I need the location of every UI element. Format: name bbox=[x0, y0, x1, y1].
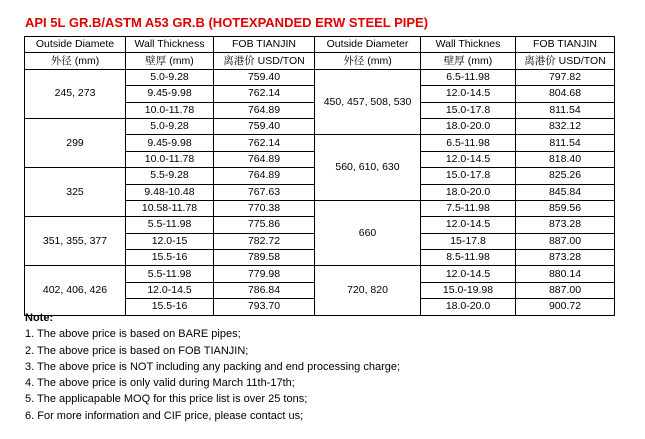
note-item: 4. The above price is only valid during March 11th-17th; bbox=[25, 377, 295, 390]
header-row-en bbox=[25, 37, 615, 53]
wall-thickness-cell: 5.5-9.28 bbox=[126, 168, 214, 184]
column-header-cn: 离港价 USD/TON bbox=[516, 53, 615, 69]
note-item: 6. For more information and CIF price, please contact us; bbox=[25, 409, 304, 422]
table-row bbox=[25, 69, 615, 85]
column-header-cn: 外径 (mm) bbox=[25, 53, 126, 69]
wall-thickness-cell: 15.5-16 bbox=[126, 250, 214, 266]
wall-thickness-cell: 15-17.8 bbox=[421, 233, 516, 249]
header-row-cn bbox=[25, 53, 615, 69]
outside-diameter-cell: 720, 820 bbox=[315, 266, 421, 315]
price-cell: 825.26 bbox=[516, 168, 615, 184]
price-cell: 759.40 bbox=[214, 118, 315, 134]
wall-thickness-cell: 18.0-20.0 bbox=[421, 118, 516, 134]
note-item: 3. The above price is NOT including any packing and end processing charge; bbox=[25, 360, 401, 373]
price-cell: 880.14 bbox=[516, 266, 615, 282]
column-header-cn: 壁厚 (mm) bbox=[126, 53, 214, 69]
price-table bbox=[24, 36, 615, 316]
price-cell: 770.38 bbox=[214, 200, 315, 216]
price-cell: 804.68 bbox=[516, 86, 615, 102]
wall-thickness-cell: 15.5-16 bbox=[126, 299, 214, 315]
price-cell: 900.72 bbox=[516, 299, 615, 315]
price-cell: 873.28 bbox=[516, 217, 615, 233]
price-cell: 786.84 bbox=[214, 282, 315, 298]
price-cell: 767.63 bbox=[214, 184, 315, 200]
wall-thickness-cell: 9.48-10.48 bbox=[126, 184, 214, 200]
price-cell: 887.00 bbox=[516, 282, 615, 298]
table-row bbox=[25, 266, 615, 282]
column-header-cn: 壁厚 (mm) bbox=[421, 53, 516, 69]
document-title: API 5L GR.B/ASTM A53 GR.B (HOTEXPANDED ERW STEEL PIPE) bbox=[25, 15, 429, 30]
note-item: 1. The above price is based on BARE pipes; bbox=[25, 328, 241, 341]
wall-thickness-cell: 12.0-14.5 bbox=[421, 86, 516, 102]
column-header-cn: 外径 (mm) bbox=[315, 53, 421, 69]
outside-diameter-cell: 450, 457, 508, 530 bbox=[315, 69, 421, 135]
wall-thickness-cell: 6.5-11.98 bbox=[421, 69, 516, 85]
price-cell: 859.56 bbox=[516, 200, 615, 216]
wall-thickness-cell: 12.0-15 bbox=[126, 233, 214, 249]
wall-thickness-cell: 12.0-14.5 bbox=[126, 282, 214, 298]
price-cell: 764.89 bbox=[214, 151, 315, 167]
notes-heading: Note: bbox=[25, 312, 54, 324]
notes-list bbox=[25, 326, 400, 424]
price-cell: 759.40 bbox=[214, 69, 315, 85]
wall-thickness-cell: 18.0-20.0 bbox=[421, 184, 516, 200]
price-cell: 811.54 bbox=[516, 135, 615, 151]
price-cell: 832.12 bbox=[516, 118, 615, 134]
wall-thickness-cell: 9.45-9.98 bbox=[126, 135, 214, 151]
note-item: 2. The above price is based on FOB TIANJIN; bbox=[25, 344, 249, 357]
wall-thickness-cell: 8.5-11.98 bbox=[421, 250, 516, 266]
price-cell: 797.82 bbox=[516, 69, 615, 85]
outside-diameter-cell: 660 bbox=[315, 200, 421, 266]
wall-thickness-cell: 15.0-17.8 bbox=[421, 168, 516, 184]
column-header: FOB TIANJIN bbox=[516, 37, 615, 53]
note-item: 5. The applicapable MOQ for this price list is over 25 tons; bbox=[25, 393, 308, 406]
price-cell: 764.89 bbox=[214, 168, 315, 184]
price-cell: 845.84 bbox=[516, 184, 615, 200]
column-header-cn: 离港价 USD/TON bbox=[214, 53, 315, 69]
price-cell: 793.70 bbox=[214, 299, 315, 315]
wall-thickness-cell: 10.0-11.78 bbox=[126, 151, 214, 167]
outside-diameter-cell: 299 bbox=[25, 118, 126, 167]
price-table-body bbox=[25, 37, 615, 316]
price-cell: 762.14 bbox=[214, 86, 315, 102]
column-header: Wall Thickness bbox=[126, 37, 214, 53]
notes-section bbox=[25, 310, 400, 424]
price-cell: 764.89 bbox=[214, 102, 315, 118]
wall-thickness-cell: 15.0-17.8 bbox=[421, 102, 516, 118]
outside-diameter-cell: 325 bbox=[25, 168, 126, 217]
wall-thickness-cell: 7.5-11.98 bbox=[421, 200, 516, 216]
wall-thickness-cell: 10.58-11.78 bbox=[126, 200, 214, 216]
column-header: Outside Diameter bbox=[315, 37, 421, 53]
wall-thickness-cell: 5.0-9.28 bbox=[126, 69, 214, 85]
wall-thickness-cell: 6.5-11.98 bbox=[421, 135, 516, 151]
outside-diameter-cell: 351, 355, 377 bbox=[25, 217, 126, 266]
wall-thickness-cell: 5.5-11.98 bbox=[126, 217, 214, 233]
column-header: Wall Thicknes bbox=[421, 37, 516, 53]
wall-thickness-cell: 5.5-11.98 bbox=[126, 266, 214, 282]
price-cell: 789.58 bbox=[214, 250, 315, 266]
price-cell: 873.28 bbox=[516, 250, 615, 266]
price-cell: 779.98 bbox=[214, 266, 315, 282]
price-cell: 811.54 bbox=[516, 102, 615, 118]
price-cell: 775.86 bbox=[214, 217, 315, 233]
wall-thickness-cell: 12.0-14.5 bbox=[421, 266, 516, 282]
wall-thickness-cell: 18.0-20.0 bbox=[421, 299, 516, 315]
wall-thickness-cell: 12.0-14.5 bbox=[421, 217, 516, 233]
outside-diameter-cell: 402, 406, 426 bbox=[25, 266, 126, 315]
column-header: FOB TIANJIN bbox=[214, 37, 315, 53]
price-cell: 818.40 bbox=[516, 151, 615, 167]
wall-thickness-cell: 15.0-19.98 bbox=[421, 282, 516, 298]
outside-diameter-cell: 560, 610, 630 bbox=[315, 135, 421, 201]
price-cell: 887.00 bbox=[516, 233, 615, 249]
wall-thickness-cell: 10.0-11.78 bbox=[126, 102, 214, 118]
wall-thickness-cell: 9.45-9.98 bbox=[126, 86, 214, 102]
wall-thickness-cell: 5.0-9.28 bbox=[126, 118, 214, 134]
outside-diameter-cell: 245, 273 bbox=[25, 69, 126, 118]
column-header: Outside Diamete bbox=[25, 37, 126, 53]
wall-thickness-cell: 12.0-14.5 bbox=[421, 151, 516, 167]
price-cell: 762.14 bbox=[214, 135, 315, 151]
price-cell: 782.72 bbox=[214, 233, 315, 249]
